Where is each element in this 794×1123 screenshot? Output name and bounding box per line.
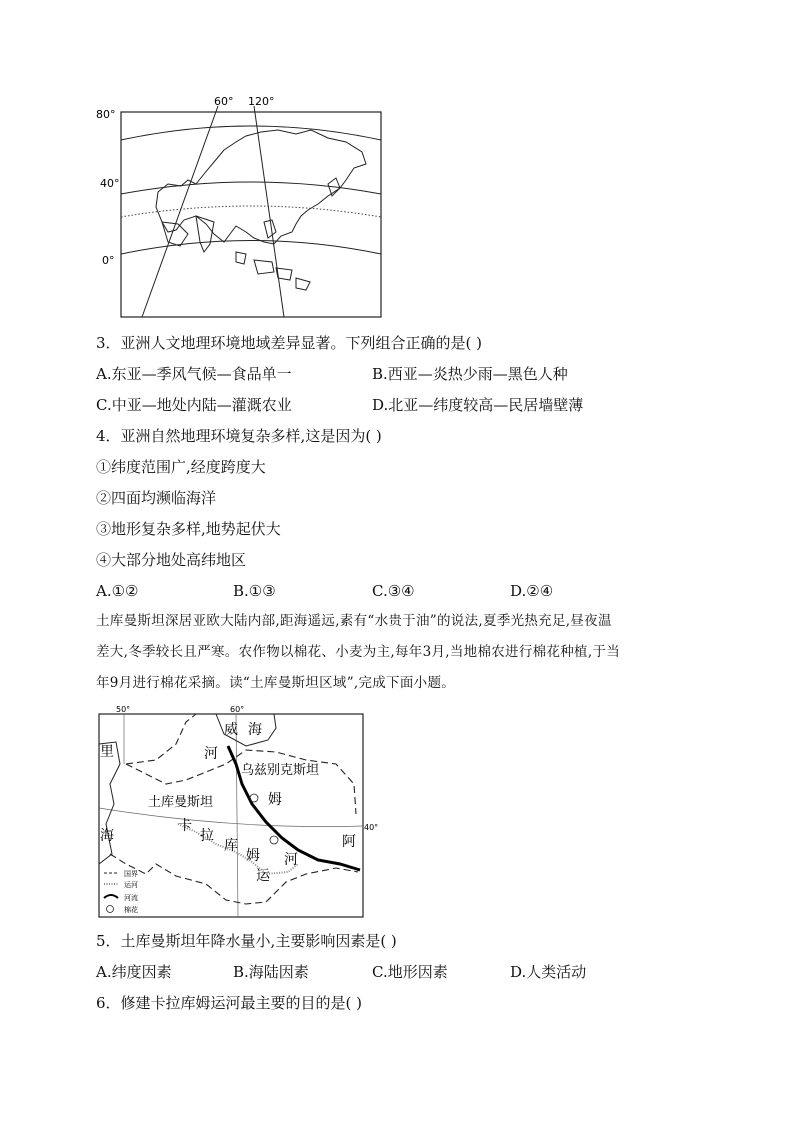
caspian-li-label: 里 [100, 744, 114, 760]
passage-line-1: 土库曼斯坦深居亚欧大陆内部,距海遥远,素有“水贵于油”的说法,夏季光热充足,昼夜温 [96, 613, 612, 629]
question-4-option-d: D.②④ [510, 582, 554, 600]
question-3-option-d: D.北亚—纬度较高—民居墙壁薄 [372, 396, 584, 414]
amu-mu-label: 姆 [268, 792, 282, 808]
question-5-stem: 5．土库曼斯坦年降水量小,主要影响因素是( ) [96, 932, 397, 950]
amu-wei-label: 威 [224, 722, 238, 738]
question-3-option-b: B.西亚—炎热少雨—黑色人种 [372, 365, 568, 383]
karakum-mu-label: 姆 [246, 848, 260, 864]
latitude-40-label: 40° [364, 823, 379, 832]
legend-river-label: 河流 [124, 894, 138, 902]
question-3-stem: 3．亚洲人文地理环境地域差异显著。下列组合正确的是( ) [96, 334, 483, 352]
legend-canal-label: 运河 [124, 881, 138, 889]
caspian-hai-label: 海 [100, 828, 114, 844]
karakum-ka-label: 卡 [178, 818, 192, 834]
question-5-option-b: B.海陆因素 [233, 963, 309, 981]
question-4-option-a: A.①② [96, 582, 139, 600]
question-4-stem: 4．亚洲自然地理环境复杂多样,这是因为( ) [96, 427, 382, 445]
question-4-item-4: ④大部分地处高纬地区 [96, 551, 247, 569]
question-5-option-c: C.地形因素 [372, 963, 448, 981]
turkmenistan-map [96, 704, 386, 920]
longitude-60-label: 60° [230, 705, 245, 714]
question-4-option-c: C.③④ [372, 582, 415, 600]
question-4-option-b: B.①③ [233, 582, 276, 600]
latitude-80-label: 80° [96, 108, 116, 121]
question-3-option-c: C.中亚—地处内陆—灌溉农业 [96, 396, 292, 414]
asia-map-figure [96, 92, 386, 324]
karakum-la-label: 拉 [200, 828, 214, 844]
legend-border-label: 国界 [124, 870, 138, 878]
question-4-item-1: ①纬度范围广,经度跨度大 [96, 458, 266, 476]
question-4-item-2: ②四面均濒临海洋 [96, 489, 217, 507]
longitude-50-label: 50° [116, 705, 131, 714]
passage-line-2: 差大,冬季较长且严寒。农作物以棉花、小麦为主,每年3月,当地棉农进行棉花种植,于当 [96, 644, 621, 660]
question-5-option-a: A.纬度因素 [96, 963, 172, 981]
passage-line-3: 年9月进行棉花采摘。读“土库曼斯坦区域”,完成下面小题。 [96, 675, 456, 691]
amu-he-label: 河 [204, 746, 218, 762]
latitude-40-label: 40° [100, 177, 120, 190]
turkmenistan-label: 土库曼斯坦 [148, 795, 214, 810]
asia-map [96, 92, 386, 324]
question-5-option-d: D.人类活动 [510, 963, 587, 981]
longitude-60-label: 60° [214, 95, 234, 108]
canal-he-label: 河 [284, 852, 298, 868]
latitude-0-label: 0° [102, 254, 115, 267]
turkmenistan-map-figure [96, 704, 386, 920]
karakum-ku-label: 库 [224, 838, 238, 854]
uzbekistan-label: 乌兹别克斯坦 [241, 763, 320, 778]
amu-hai-label: 海 [248, 722, 262, 738]
question-4-item-3: ③地形复杂多样,地势起伏大 [96, 520, 281, 538]
question-3-option-a: A.东亚—季风气候—食品单一 [96, 365, 292, 383]
longitude-120-label: 120° [248, 95, 275, 108]
canal-yun-label: 运 [256, 868, 270, 884]
question-6-stem: 6．修建卡拉库姆运河最主要的目的是( ) [96, 994, 363, 1012]
legend-cotton-label: 棉花 [124, 906, 138, 914]
amu-a-label: 阿 [342, 834, 356, 850]
